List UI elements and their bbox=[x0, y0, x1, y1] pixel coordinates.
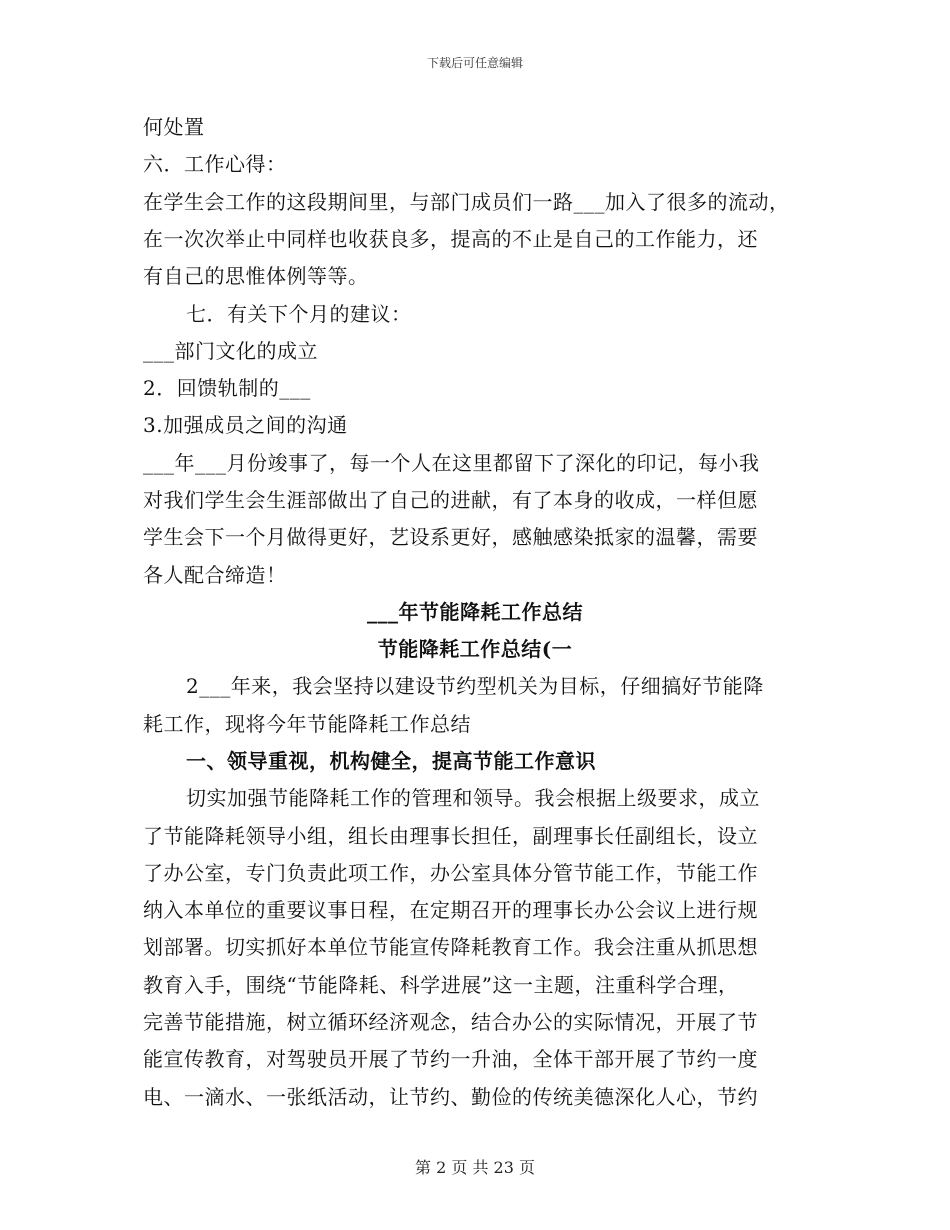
body-line: 能宣传教育，对驾驶员开展了节约一升油，全体干部开展了节约一度 bbox=[143, 1047, 758, 1071]
document-title: ___年节能降耗工作总结 bbox=[367, 600, 583, 624]
body-line: 切实加强节能降耗工作的管理和领导。我会根据上级要求，成立 bbox=[186, 786, 760, 810]
body-line: 有自己的思惟体例等等。 bbox=[143, 264, 369, 288]
body-line: 2___年来，我会坚持以建设节约型机关为目标，仔细搞好节能降 bbox=[186, 674, 764, 698]
body-line: 耗工作，现将今年节能降耗工作总结 bbox=[143, 712, 471, 736]
document-subtitle: 节能降耗工作总结(一 bbox=[377, 637, 573, 661]
body-line: 学生会下一个月做得更好，艺设系更好，感触感染抵家的温馨，需要 bbox=[143, 525, 758, 549]
body-line: 在一次次举止中同样也收获良多，提高的不止是自己的工作能力，还 bbox=[143, 227, 758, 251]
body-line: 纳入本单位的重要议事日程，在定期召开的理事长办公会议上进行规 bbox=[143, 898, 758, 922]
body-line: 电、一滴水、一张纸活动，让节约、勤俭的传统美德深化人心，节约 bbox=[143, 1085, 758, 1109]
list-item: 3.加强成员之间的沟通 bbox=[143, 413, 348, 437]
body-line: 了办公室，专门负责此项工作，办公室具体分管节能工作，节能工作 bbox=[143, 861, 758, 885]
body-line: 在学生会工作的这段期间里，与部门成员们一路___加入了很多的流动， bbox=[143, 190, 790, 214]
page-header-note: 下载后可任意编辑 bbox=[426, 56, 523, 70]
body-line: 何处置 bbox=[143, 115, 205, 139]
page-number-footer: 第 2 页 共 23 页 bbox=[415, 1158, 535, 1177]
body-line: 对我们学生会生涯部做出了自己的进献，有了本身的收成，一样但愿 bbox=[143, 488, 758, 512]
body-line: 各人配合缔造！ bbox=[143, 563, 287, 587]
list-item: ___部门文化的成立 bbox=[143, 339, 318, 363]
body-line: 完善节能措施，树立循环经济观念，结合办公的实际情况，开展了节 bbox=[143, 1010, 758, 1034]
section-heading: 七．有关下个月的建议： bbox=[186, 302, 412, 326]
body-line: 划部署。切实抓好本单位节能宣传降耗教育工作。我会注重从抓思想 bbox=[143, 935, 758, 959]
body-line: 教育入手，围绕“节能降耗、科学进展”这一主题，注重科学合理， bbox=[143, 973, 739, 997]
body-line: ___年___月份竣事了，每一个人在这里都留下了深化的印记，每小我 bbox=[143, 451, 760, 475]
body-line: 了节能降耗领导小组，组长由理事长担任，副理事长任副组长，设立 bbox=[143, 824, 758, 848]
list-item: 2．回馈轨制的___ bbox=[143, 376, 311, 400]
section-heading: 一、领导重视，机构健全，提高节能工作意识 bbox=[186, 749, 596, 773]
section-heading: 六．工作心得： bbox=[143, 152, 287, 176]
